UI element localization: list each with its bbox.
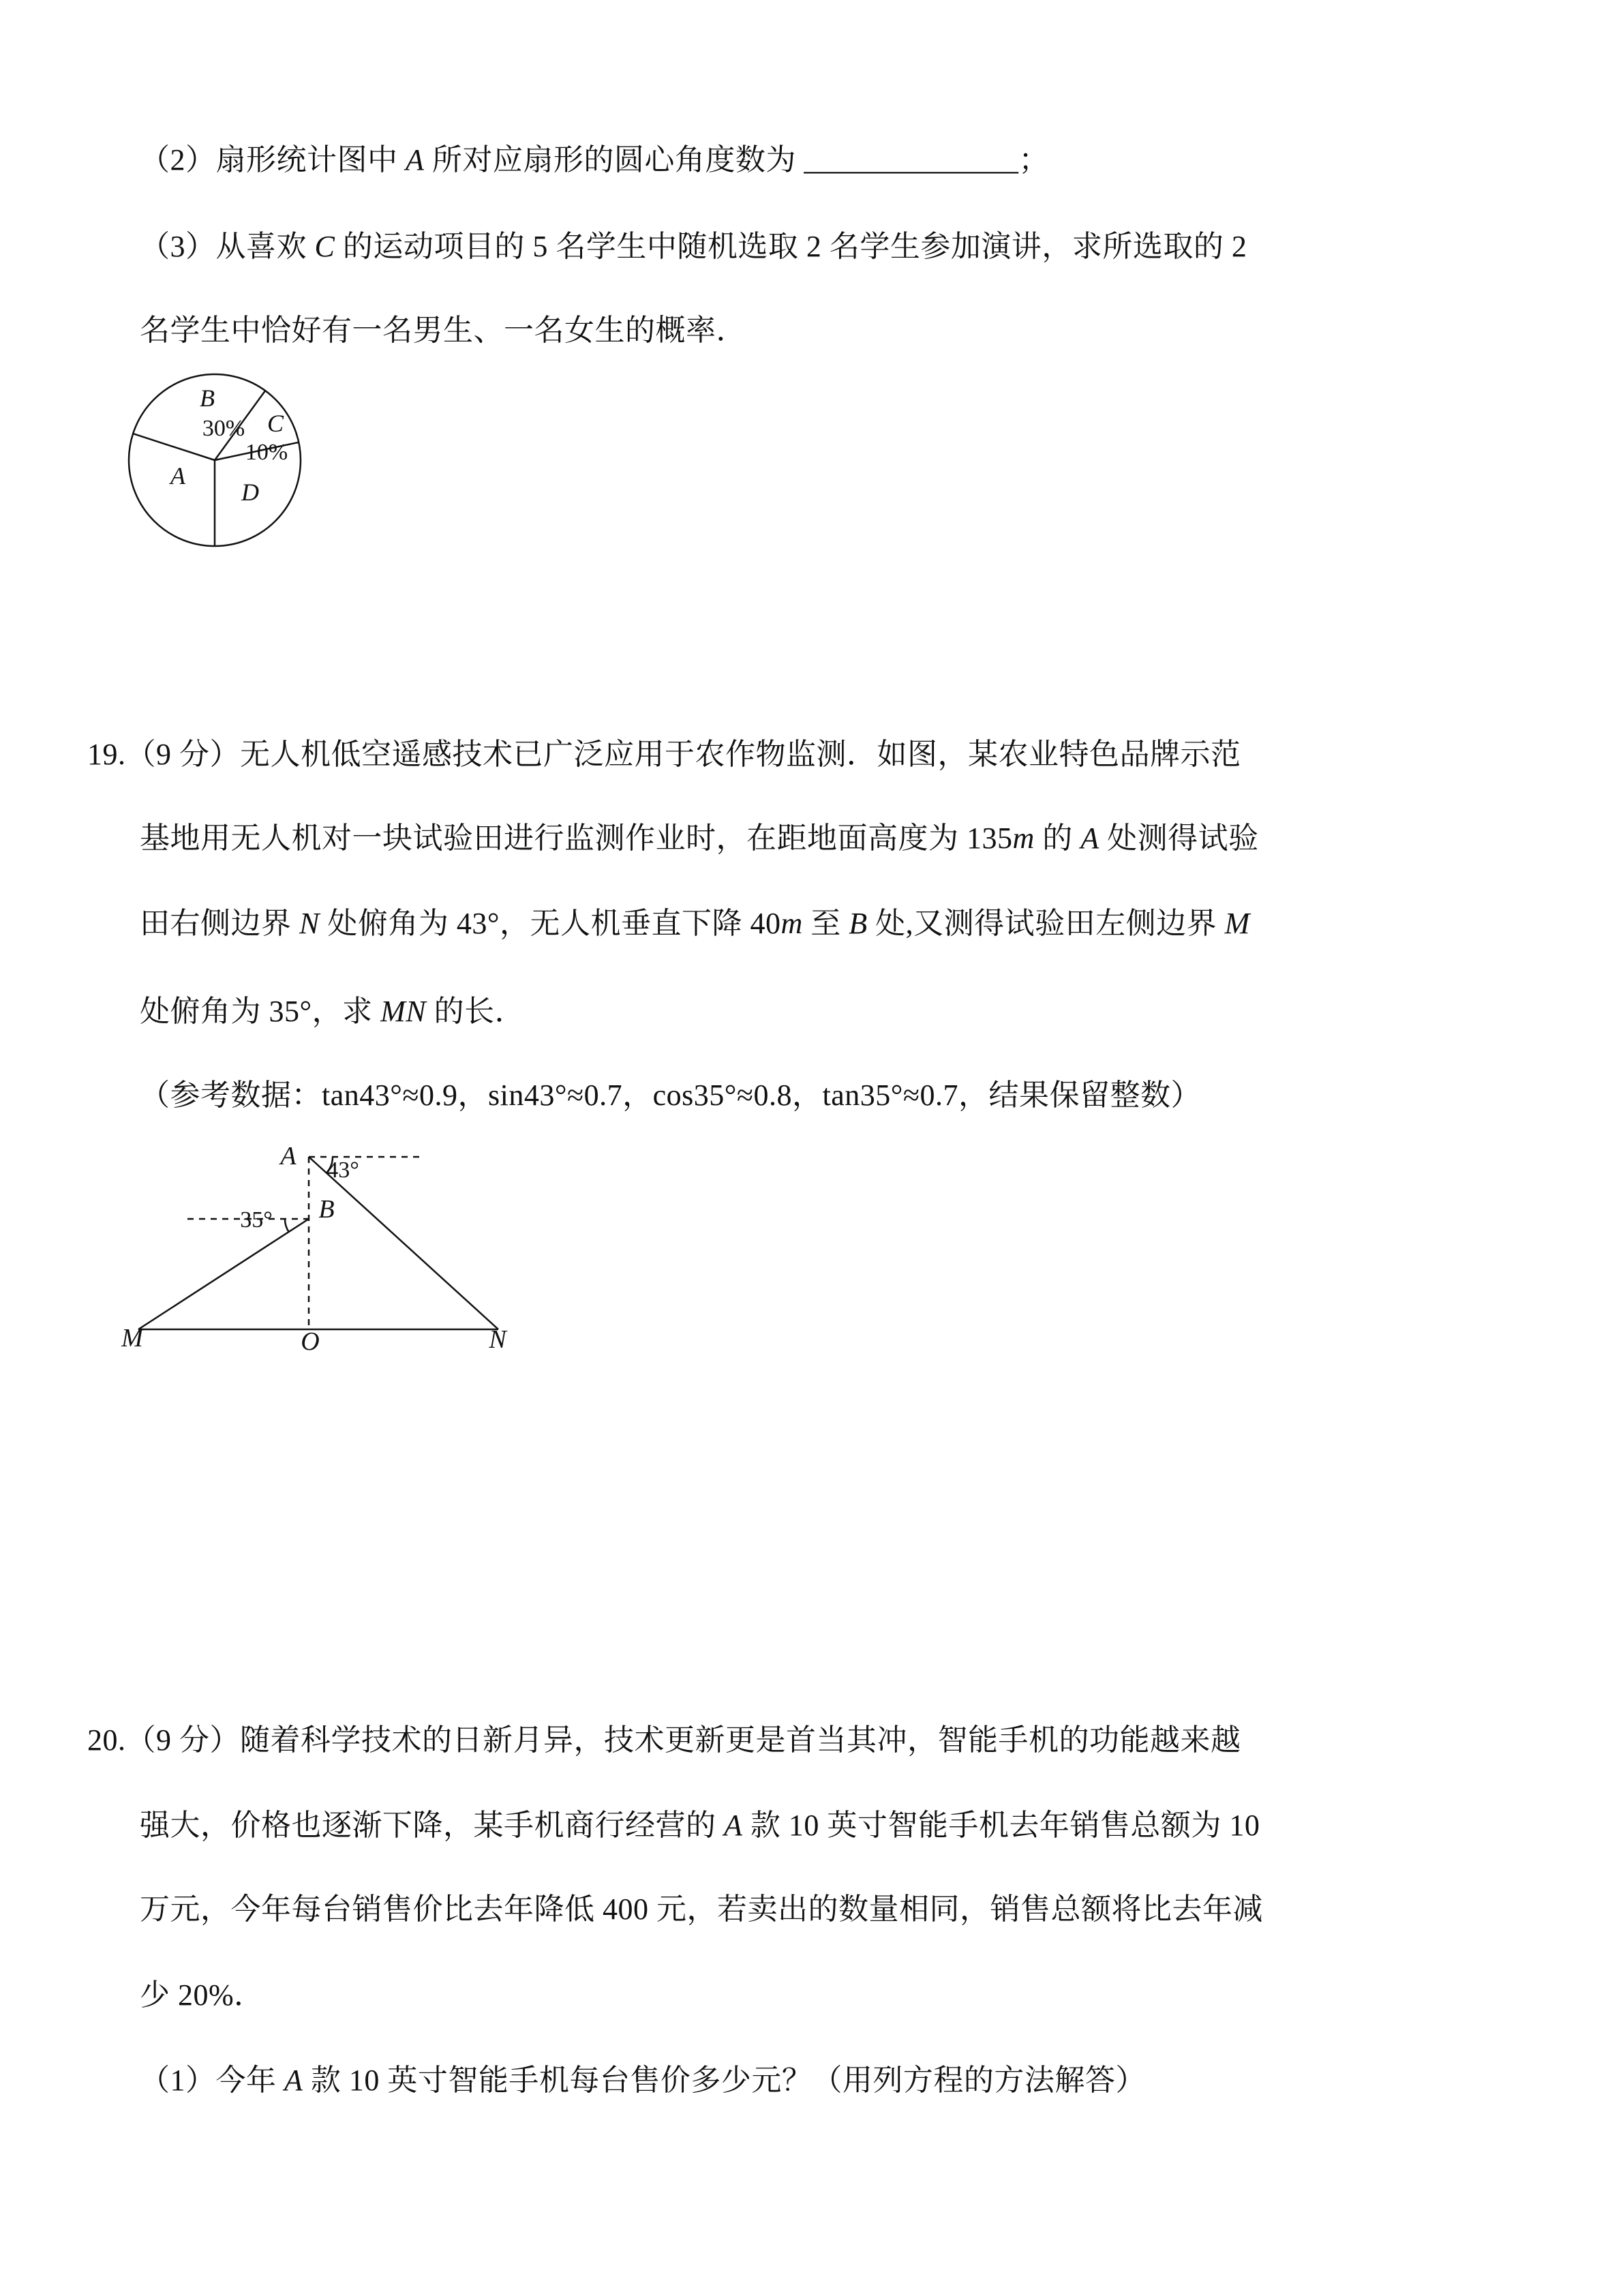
point-label-B: B <box>318 1195 335 1224</box>
q18-part2-text: （2）扇形统计图中 A 所对应扇形的圆心角度数为 ______________； <box>140 143 1049 177</box>
pie-label-c: C <box>267 410 284 437</box>
q20-line1: 20.（9 分）随着科学技术的日新月异，技术更新更是首当其冲，智能手机的功能越来越 <box>87 1723 1241 1757</box>
q18-part3-line1: （3）从喜欢 C 的运动项目的 5 名学生中随机选取 2 名学生参加演讲，求所选取的 2 <box>140 230 1247 263</box>
q19-line3: 田右侧边界 N 处俯角为 43°，无人机垂直下降 40m 至 B 处,又测得试验田左侧边界 M <box>140 907 1250 940</box>
sight-line-BM <box>138 1219 309 1329</box>
q20-part1: （1）今年 A 款 10 英寸智能手机每台售价多少元？（用列方程的方法解答） <box>140 2064 1146 2097</box>
pie-label-b: B <box>200 384 215 412</box>
point-label-O: O <box>301 1327 320 1356</box>
pie-label-d: D <box>241 479 259 506</box>
pie-value-b: 30% <box>202 416 245 441</box>
q19-line2: 基地用无人机对一块试验田进行监测作业时，在距地面高度为 135m 的 A 处测得试验 <box>140 821 1259 855</box>
pie-label-a: A <box>170 462 185 489</box>
angle-label-43: 43° <box>327 1158 359 1183</box>
q19-line4: 处俯角为 35°，求 MN 的长． <box>140 995 526 1028</box>
pie-value-c: 10% <box>245 440 288 465</box>
q19-reference-data: （参考数据：tan43°≈0.9，sin43°≈0.7，cos35°≈0.8，tan35°≈0.7，结果保留整数） <box>140 1078 1201 1112</box>
geometry-diagram <box>121 1142 520 1363</box>
point-label-N: N <box>489 1325 506 1354</box>
q18-part3-line2: 名学生中恰好有一名男生、一名女生的概率． <box>140 314 746 347</box>
q20-line3: 万元，今年每台销售价比去年降低 400 元，若卖出的数量相同，销售总额将比去年减 <box>140 1892 1263 1926</box>
q19-line1: 19.（9 分）无人机低空遥感技术已广泛应用于农作物监测．如图，某农业特色品牌示范 <box>87 738 1241 771</box>
angle-arc-35 <box>285 1219 289 1232</box>
q20-line2: 强大，价格也逐渐下降，某手机商行经营的 A 款 10 英寸智能手机去年销售总额为 10 <box>140 1809 1260 1842</box>
point-label-M: M <box>121 1324 143 1353</box>
point-label-A: A <box>280 1142 297 1170</box>
pie-chart <box>123 368 307 552</box>
angle-label-35: 35° <box>240 1207 273 1233</box>
q20-line4: 少 20%． <box>140 1978 264 2012</box>
